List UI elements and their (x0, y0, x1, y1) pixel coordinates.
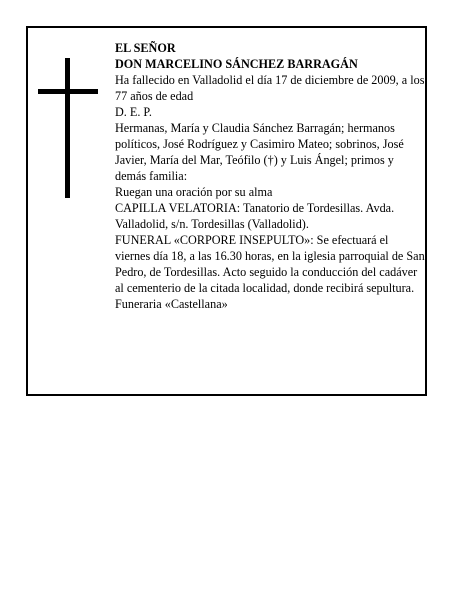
cross-vertical-bar (65, 58, 70, 198)
notice-title-line1: EL SEÑOR (115, 41, 176, 55)
rip: D. E. P. (115, 105, 152, 119)
funeral-home: Funeraria «Castellana» (115, 297, 228, 311)
prayer-request: Ruegan una oración por su alma (115, 185, 273, 199)
notice-title-line2: DON MARCELINO SÁNCHEZ BARRAGÁN (115, 57, 358, 71)
cross-horizontal-bar (38, 89, 98, 94)
cross-icon (38, 58, 98, 198)
death-statement: Ha fallecido en Valladolid el día 17 de diciembre de 2009, a los 77 años de edad (115, 73, 425, 103)
obituary-notice (26, 26, 427, 396)
notice-text (115, 40, 425, 312)
family-list: Hermanas, María y Claudia Sánchez Barragán; hermanos políticos, José Rodríguez y Casimiro Mateo; sobrinos, José Javier, María del Mar, Teófilo (†) y Luis Ángel; primos y demás familia: (115, 121, 404, 183)
funeral-info: FUNERAL «CORPORE INSEPULTO»: Se efectuará el viernes día 18, a las 16.30 horas, en la iglesia parroquial de San Pedro, de Tordesillas. Acto seguido la conducción del cadáver al cementerio de la citada localidad, donde recibirá sepultura. (115, 233, 425, 295)
chapel-info: CAPILLA VELATORIA: Tanatorio de Tordesillas. Avda. Valladolid, s/n. Tordesillas (Valladolid). (115, 201, 395, 231)
